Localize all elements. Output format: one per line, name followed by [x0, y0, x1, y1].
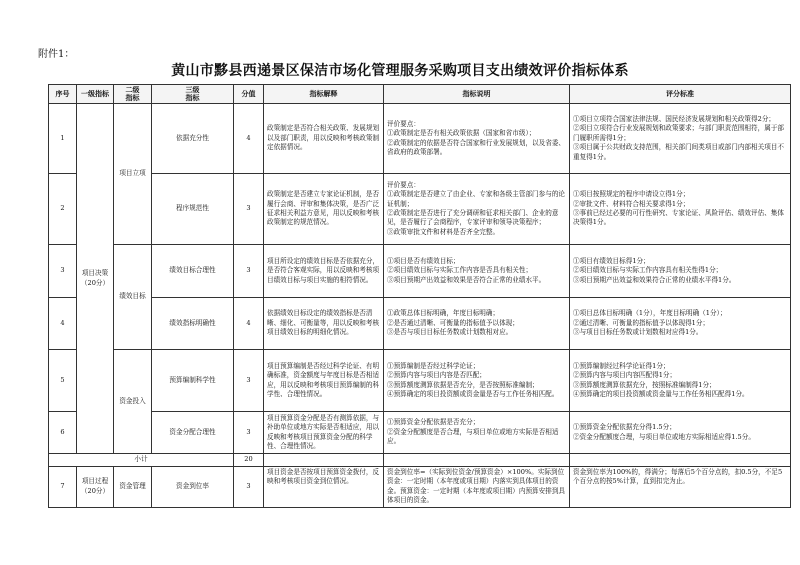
attachment-label: 附件1： [38, 49, 75, 60]
row-explain: 依据绩效目标设定的绩效指标是否清晰、细化、可衡量等，用以反映和考核项目绩效目标的明细化情况。 [264, 298, 384, 350]
table-header-row [49, 85, 791, 104]
row-level3: 资金分配合理性 [152, 412, 234, 454]
row-criteria: ①预算资金分配依据充分得1.5分； ②资金分配额度合理，与项目单位或地方实际相适应得1.5分。 [570, 412, 791, 454]
header-criteria: 评分标准 [570, 85, 791, 104]
row-explain: 政策制定是否建立专家论证机制，是否履行会商、评审和集体决策，是否广泛征求相关利益方意见，用以反映和考核政策制定的规范情况。 [264, 174, 384, 245]
row-desc: 评价要点： ①政策制定是否有相关政策依据（国家和省市级）； ②政策制定的依据是否符合国家和行业发展规划，以及省委、省政府的政策部署。 [384, 104, 570, 174]
header-level1: 一级指标 [77, 85, 114, 104]
header-seq: 序号 [49, 85, 77, 104]
row-score: 3 [234, 467, 264, 508]
page-title: 黄山市黟县西递景区保洁市场化管理服务采购项目支出绩效评价指标体系 [171, 63, 629, 79]
table-row [49, 350, 791, 412]
table-row [49, 467, 791, 508]
header-score: 分值 [234, 85, 264, 104]
row-explain: 项目资金是否按项目预算资金拨付，反映和考核项目资金到位情况。 [264, 467, 384, 508]
row-criteria: ①预算编制经过科学论证得1分； ②预算内容与项目内容匹配得1分； ③预算额度测算依据充分，按照标准编制得1分； ④预算确定的项目投资额或资金量与工作任务相匹配得1分。 [570, 350, 791, 412]
indicator-table [48, 84, 791, 508]
header-explain: 指标解释 [264, 85, 384, 104]
row-criteria: ①项目按照规定的程序申请设立得1分； ②审批文件、材料符合相关要求得1分； ③事前已经过必要的可行性研究、专家论证、风险评估、绩效评估、集体决策得1分。 [570, 174, 791, 245]
row-explain: 政策制定是否符合相关政策、发展规划以及部门职责，用以反映和考核政策制定依据情况。 [264, 104, 384, 174]
table-row [49, 174, 791, 245]
table-row [49, 298, 791, 350]
level2-performance-goal: 绩效目标 [114, 245, 152, 350]
row-desc: ①预算资金分配依据是否充分； ②资金分配额度是否合理，与项目单位或地方实际是否相适应。 [384, 412, 570, 454]
header-level3: 三级 指标 [152, 85, 234, 104]
row-explain: 项目预算编制是否经过科学论证、有明确标准，资金额度与年度目标是否相适应，用以反映和考核项目预算编制的科学性、合理性情况。 [264, 350, 384, 412]
row-desc: 评价要点： ①政策制定是否建立了由企业、专家和各级主管部门参与的论证机制； ②政策制定是否进行了充分调研和征求相关部门、企业的意见，是否履行了会商程序，专家评审和领导决策程序； ③政策审批文件和材料是否齐全完整。 [384, 174, 570, 245]
row-seq: 2 [49, 174, 77, 245]
row-score: 4 [234, 104, 264, 174]
level1-process: 项目过程（20分） [77, 467, 114, 508]
level2-approval: 项目立项 [114, 104, 152, 245]
row-desc: ①政策总体目标明确，年度目标明确； ②是否通过清晰、可衡量的指标值予以体现； ③是否与项目目标任务数或计划数相对应。 [384, 298, 570, 350]
row-desc: 资金到位率=（实际到位资金/预算资金）×100%。实际到位资金：一定时期（本年度或项目期）内落实到具体项目的资金。预算资金：一定时期（本年度或项目期）内预算安排到具体项目的资金。 [384, 467, 570, 508]
row-criteria: ①项目有绩效目标得1分； ②项目绩效目标与实际工作内容具有相关性得1分； ③项目预期产出效益和效果符合正常的业绩水平得1分。 [570, 245, 791, 298]
subtotal-row [49, 454, 791, 467]
row-explain: 项目预算资金分配是否有测算依据，与补助单位或地方实际是否相适应，用以反映和考核项目预算资金分配的科学性、合理性情况。 [264, 412, 384, 454]
table-row [49, 412, 791, 454]
row-seq: 5 [49, 350, 77, 412]
row-level3: 程序规范性 [152, 174, 234, 245]
row-seq: 6 [49, 412, 77, 454]
table-row [49, 245, 791, 298]
row-level3: 预算编制科学性 [152, 350, 234, 412]
row-seq: 4 [49, 298, 77, 350]
subtotal-score: 20 [234, 454, 264, 467]
row-level3: 绩效指标明确性 [152, 298, 234, 350]
level2-fund-management: 资金管理 [114, 467, 152, 508]
row-level3: 依据充分性 [152, 104, 234, 174]
row-score: 3 [234, 350, 264, 412]
header-desc: 指标说明 [384, 85, 570, 104]
row-criteria: ①项目立项符合国家法律法规、国民经济发展规划和相关政策得2分； ②项目立项符合行业发展规划和政策要求；与部门职责范围相符，属于部门履职所需得1分； ③项目属于公共财政支持范围，相关部门间类项目或部门内部相关项目不重复得1分。 [570, 104, 791, 174]
header-level2: 二级 指标 [114, 85, 152, 104]
row-seq: 3 [49, 245, 77, 298]
row-level3: 绩效目标合理性 [152, 245, 234, 298]
row-score: 4 [234, 298, 264, 350]
row-explain: 项目所设定的绩效目标是否依据充分，是否符合客观实际，用以反映和考核项目绩效目标与项目实施的相符情况。 [264, 245, 384, 298]
row-desc: ①项目是否有绩效目标； ②项目绩效目标与实际工作内容是否具有相关性； ③项目预期产出效益和效果是否符合正常的业绩水平。 [384, 245, 570, 298]
row-criteria: 资金到位率为100%的，得满分；每落后5个百分点的，扣0.5分，不足5个百分点的按5%计算，直到扣完为止。 [570, 467, 791, 508]
row-seq: 7 [49, 467, 77, 508]
row-desc: ①预算编制是否经过科学论证； ②预算内容与项目内容是否匹配； ③预算额度测算依据是否充分，是否按照标准编制； ④预算确定的项目投资额或资金量是否与工作任务相匹配。 [384, 350, 570, 412]
row-seq: 1 [49, 104, 77, 174]
row-score: 3 [234, 412, 264, 454]
level1-decision: 项目决策（20分） [77, 104, 114, 454]
row-criteria: ①项目总体目标明确（1分），年度目标明确（1分）； ②通过清晰、可衡量的指标值予以体现得1分； ③与项目目标任务数或计划数相对应得1分。 [570, 298, 791, 350]
subtotal-label: 小计 [49, 454, 234, 467]
row-score: 3 [234, 245, 264, 298]
row-score: 3 [234, 174, 264, 245]
row-level3: 资金到位率 [152, 467, 234, 508]
level2-fund-input: 资金投入 [114, 350, 152, 454]
table-row [49, 104, 791, 174]
